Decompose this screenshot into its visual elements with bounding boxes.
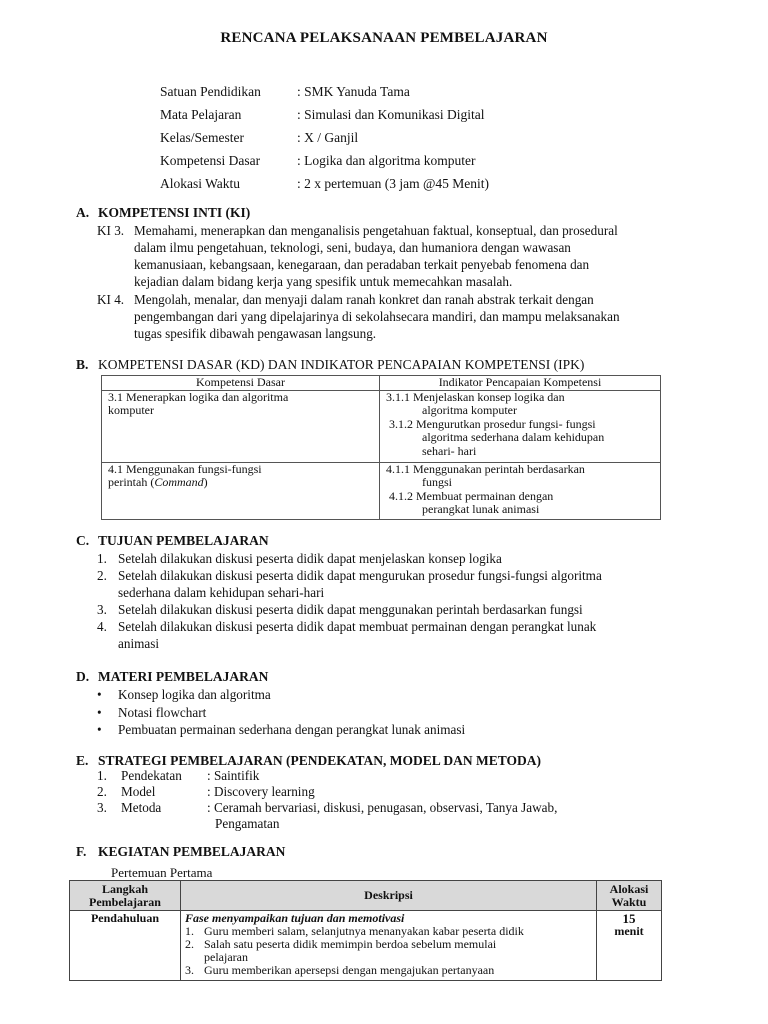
list-item xyxy=(97,800,657,832)
meeting-label: Pertemuan Pertama xyxy=(111,865,213,880)
text-italic: Command xyxy=(154,475,204,489)
text-line: 3.1 Menerapkan logika dan algoritma xyxy=(108,389,289,404)
text-fragment: perintah ( xyxy=(108,475,155,489)
identity-label: Satuan Pendidikan xyxy=(160,84,261,99)
text-line: algoritma sederhana dalam kehidupan xyxy=(422,430,605,444)
identity-value: : SMK Yanuda Tama xyxy=(297,84,410,99)
table-header xyxy=(70,881,181,911)
identity-value: : X / Ganjil xyxy=(297,130,359,145)
list-item xyxy=(97,686,657,704)
text-line: Setelah dilakukan diskusi peserta didik dapat mengurukan prosedur fungsi-fungsi algoritma xyxy=(118,568,602,583)
text-line: sederhana dalam kehidupan sehari-hari xyxy=(118,585,325,600)
text-line: komputer xyxy=(108,403,154,417)
table-row xyxy=(102,462,661,519)
list-item xyxy=(97,704,657,722)
materials-list xyxy=(97,686,657,739)
identity-label: Mata Pelajaran xyxy=(160,107,242,122)
section-d-heading xyxy=(76,669,268,685)
table-header-row xyxy=(102,376,661,391)
text-line: Mengolah, menalar, dan menyaji dalam ranah konkret dan ranah abstrak terkait dengan xyxy=(134,292,594,307)
identity-row xyxy=(160,107,485,123)
list-number: 3. xyxy=(97,602,107,617)
text-line: Pembelajaran xyxy=(89,894,161,909)
bullet-icon: • xyxy=(97,722,102,737)
text-line: Setelah dilakukan diskusi peserta didik dapat membuat permainan dengan perangkat lunak xyxy=(118,619,597,634)
bullet-icon: • xyxy=(97,687,102,702)
section-a-heading xyxy=(76,205,250,221)
text-line: kejadian dalam bidang kerja yang spesifik untuk memecahkan masalah. xyxy=(134,274,513,289)
ki3-label: KI 3. xyxy=(97,223,125,238)
table-cell xyxy=(380,462,661,519)
text-line: 4.1.2 Membuat permainan dengan xyxy=(389,488,554,503)
section-title: STRATEGI PEMBELAJARAN (PENDEKATAN, MODEL DAN METODA) xyxy=(98,753,542,768)
ki3-text xyxy=(134,222,694,290)
text-line: Setelah dilakukan diskusi peserta didik dapat menggunakan perintah berdasarkan fungsi xyxy=(118,602,583,617)
table-cell xyxy=(380,390,661,462)
text-line: Guru memberikan apersepsi dengan mengajukan pertanyaan xyxy=(204,963,495,977)
page-title: RENCANA PELAKSANAAN PEMBELAJARAN xyxy=(220,30,548,46)
section-title: MATERI PEMBELAJARAN xyxy=(98,669,269,684)
identity-row xyxy=(160,84,410,100)
kd-ipk-table xyxy=(101,375,661,520)
list-number: 1. xyxy=(185,924,194,938)
text-line: 3.1.1 Menjelaskan konsep logika dan xyxy=(386,389,565,404)
time-value: 15 xyxy=(622,911,636,926)
text-fragment: ) xyxy=(203,475,208,489)
list-item xyxy=(97,601,677,618)
text-line: Setelah dilakukan diskusi peserta didik dapat menjelaskan konsep logika xyxy=(118,551,502,566)
list-item xyxy=(97,567,677,601)
identity-row xyxy=(160,176,489,192)
table-header xyxy=(597,881,662,911)
table-header: Deskripsi xyxy=(181,881,597,911)
section-title: KOMPETENSI DASAR (KD) DAN INDIKATOR PENCAPAIAN KOMPETENSI (IPK) xyxy=(98,357,585,372)
list-item xyxy=(97,550,677,567)
list-number: 2. xyxy=(97,568,107,583)
identity-row xyxy=(160,153,475,169)
identity-row xyxy=(160,130,358,146)
table-cell: Pendahuluan xyxy=(70,911,181,981)
text-line: Guru memberi salam, selanjutnya menanyakan kabar peserta didik xyxy=(204,924,524,938)
list-number: 2. xyxy=(97,784,107,799)
list-item xyxy=(185,964,592,977)
identity-value: : Logika dan algoritma komputer xyxy=(297,153,476,168)
list-number: 2. xyxy=(185,937,194,951)
section-letter: F. xyxy=(76,844,87,859)
strategy-list xyxy=(97,768,657,832)
text-line: Salah satu peserta didik memimpin berdoa sebelum memulai xyxy=(204,937,497,951)
text-line: tugas spesifik dibawah pengawasan langsung. xyxy=(134,326,377,341)
activity-table xyxy=(69,880,662,981)
list-item xyxy=(97,784,657,800)
identity-label: Alokasi Waktu xyxy=(160,176,241,191)
list-number: 4. xyxy=(97,619,107,634)
section-title: KOMPETENSI INTI (KI) xyxy=(98,205,251,220)
section-letter: E. xyxy=(76,753,89,768)
table-cell xyxy=(102,390,380,462)
text-line: 4.1 Menggunakan fungsi-fungsi xyxy=(108,461,262,476)
text-line xyxy=(108,476,373,490)
list-number: 1. xyxy=(97,551,107,566)
identity-value: : 2 x pertemuan (3 jam @45 Menit) xyxy=(297,176,490,191)
section-f-heading xyxy=(76,844,285,860)
time-unit: menit xyxy=(614,924,644,938)
list-number: 1. xyxy=(97,768,107,783)
list-item xyxy=(97,721,657,739)
text-line: Memahami, menerapkan dan menganalisis pengetahuan faktual, konseptual, dan prosedural xyxy=(134,223,618,238)
text-line: Pembuatan permainan sederhana dengan perangkat lunak animasi xyxy=(118,722,466,737)
text-line: Alokasi xyxy=(609,881,649,896)
section-title: TUJUAN PEMBELAJARAN xyxy=(98,533,269,548)
strategy-value: : Discovery learning xyxy=(207,784,315,799)
text-line: animasi xyxy=(118,636,160,651)
text-line: Notasi flowchart xyxy=(118,704,207,720)
list-item xyxy=(97,618,677,652)
section-letter: B. xyxy=(76,357,89,372)
ki4-text xyxy=(134,291,694,342)
phase-title: Fase menyampaikan tujuan dan memotivasi xyxy=(185,911,405,925)
text-line: 3.1.2 Mengurutkan prosedur fungsi- fungsi xyxy=(389,416,596,431)
text-line: sehari- hari xyxy=(422,443,477,458)
section-letter: C. xyxy=(76,533,90,548)
text-line: kemanusiaan, kebangsaan, kenegaraan, dan peradaban terkait penyebab fenomena dan xyxy=(134,257,590,272)
list-number: 3. xyxy=(185,963,194,977)
list-number: 3. xyxy=(97,800,107,815)
text-line: Konsep logika dan algoritma xyxy=(118,687,271,702)
table-header: Kompetensi Dasar xyxy=(102,376,380,391)
strategy-label: Metoda xyxy=(121,800,162,815)
table-header-row xyxy=(70,881,662,911)
strategy-value: : Ceramah bervariasi, diskusi, penugasan, observasi, Tanya Jawab, xyxy=(207,800,558,815)
strategy-value: : Saintifik xyxy=(207,768,260,783)
text-line: pengembangan dari yang dipelajarinya di sekolahsecara mandiri, dan mampu melaksanakan xyxy=(134,309,620,324)
ki4-label: KI 4. xyxy=(97,292,125,307)
section-title: KEGIATAN PEMBELAJARAN xyxy=(98,844,286,859)
table-cell xyxy=(181,911,597,981)
strategy-label: Pendekatan xyxy=(121,768,182,783)
section-letter: A. xyxy=(76,205,90,220)
section-c-heading xyxy=(76,533,269,549)
identity-label: Kelas/Semester xyxy=(160,130,244,145)
table-cell xyxy=(102,462,380,519)
text-line: Langkah xyxy=(101,881,149,896)
text-line: algoritma komputer xyxy=(422,403,517,417)
text-line: fungsi xyxy=(422,475,452,489)
section-e-heading xyxy=(76,753,541,769)
strategy-label: Model xyxy=(121,784,156,799)
section-letter: D. xyxy=(76,669,90,684)
objectives-list xyxy=(97,550,677,652)
text-line: dalam ilmu pengetahuan, teknologi, seni, budaya, dan humaniora dengan wawasan xyxy=(134,240,571,255)
table-row xyxy=(102,390,661,462)
section-b-heading xyxy=(76,357,584,373)
identity-label: Kompetensi Dasar xyxy=(160,153,261,168)
table-header: Indikator Pencapaian Kompetensi xyxy=(380,376,661,391)
text-line: pelajaran xyxy=(204,950,248,964)
bullet-icon: • xyxy=(97,704,102,720)
list-item xyxy=(97,768,657,784)
text-line: Waktu xyxy=(611,894,647,909)
strategy-value: Pengamatan xyxy=(215,816,280,831)
identity-value: : Simulasi dan Komunikasi Digital xyxy=(297,107,485,122)
table-row xyxy=(70,911,662,981)
list-item xyxy=(185,938,592,964)
table-cell xyxy=(597,911,662,981)
text-line: perangkat lunak animasi xyxy=(422,502,540,516)
text-line: 4.1.1 Menggunakan perintah berdasarkan xyxy=(386,461,585,476)
